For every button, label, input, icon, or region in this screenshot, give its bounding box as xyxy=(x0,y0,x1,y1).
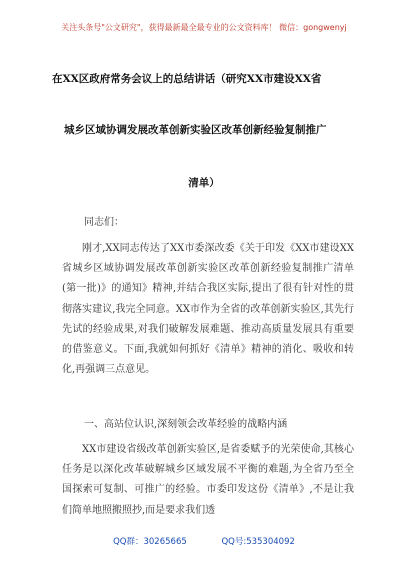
footer-qq-group: QQ群：30265665 xyxy=(113,537,187,547)
footer-qq-number: QQ号:535304092 xyxy=(221,537,295,547)
header-note: 关注头条号"公文研究"，获得最新最全最专业的公文资料库！ 微信：gongwenyj xyxy=(61,23,347,32)
footer xyxy=(0,535,408,547)
document-title-line-2: 城乡区域协调发展改革创新实验区改革创新经验复制推广 xyxy=(64,124,327,136)
document-title-line-1: 在XX区政府常务会议上的总结讲话（研究XX市建设XX省 xyxy=(52,73,322,85)
greeting: 同志们： xyxy=(84,217,124,228)
document-title-line-3: 清单） xyxy=(188,177,220,189)
section-heading-1: 一、高站位认识,深刻领会改革经验的战略内涵 xyxy=(84,419,288,430)
paragraph-1: 刚才,XX同志传达了XX市委深改委《关于印发《XX市建设XX省城乡区域协调发展改革创新实验区改革创新经验复制推广清单(第一批)》的通知》精神,并结合我区实际,提出了很有针对性的贯彻落实建议,我完全同意。XX市作为全省的改革创新实验区,其先行先试的经验成果,对我们破解发展难题、推动高质量发展具有重要的借鉴意义。下面,我就如何抓好《清单》精神的消化、吸收和转化,再强调三点意见。 xyxy=(62,243,354,376)
paragraph-2: XX市建设省级改革创新实验区,是省委赋予的光荣使命,其核心任务是以深化改革破解城乡区域发展不平衡的难题,为全省乃至全国探索可复制、可推广的经验。市委印发这份《清单》,不是让我们简单地照搬照抄,而是要求我们透 xyxy=(62,444,354,516)
